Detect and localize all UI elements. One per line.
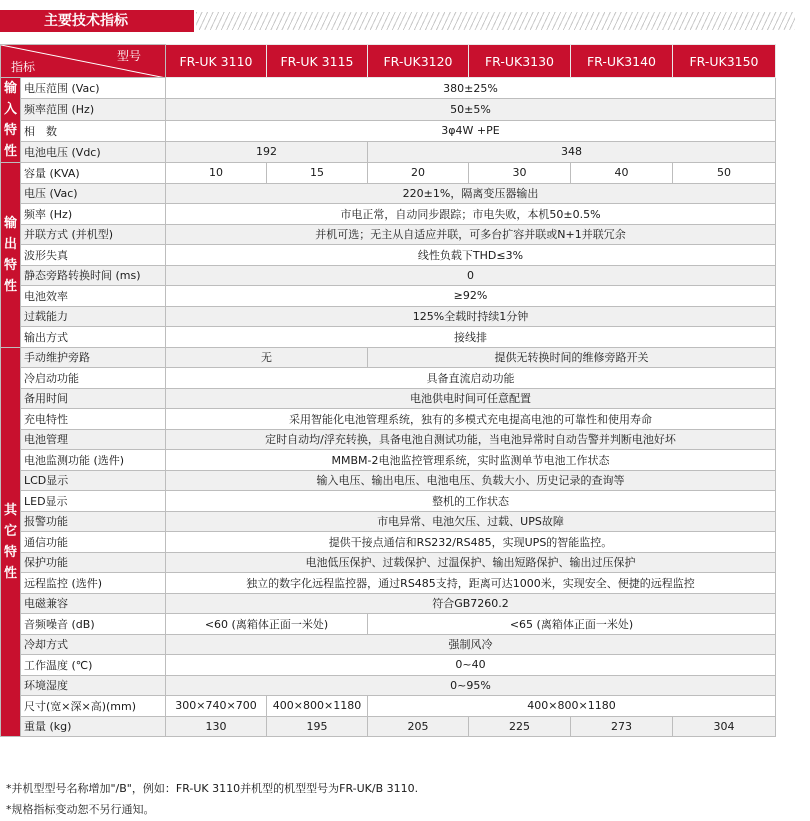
- table-row: [1, 163, 776, 184]
- table-row: [1, 141, 776, 162]
- section-title: 主要技术指标: [0, 10, 194, 32]
- row-label: 重量 (kg): [21, 716, 166, 737]
- row-value: 50: [673, 163, 776, 184]
- row-label: 并联方式 (并机型): [21, 224, 166, 245]
- table-row: [1, 368, 776, 389]
- table-row: [1, 491, 776, 512]
- group-label-input: 输 入 特 性: [1, 78, 21, 163]
- table-row: [1, 614, 776, 635]
- row-value: 3φ4W +PE: [166, 120, 776, 141]
- row-label: 电池电压 (Vdc): [21, 141, 166, 162]
- row-value: 192: [166, 141, 368, 162]
- row-value: 273: [571, 716, 673, 737]
- row-label: 报警功能: [21, 511, 166, 532]
- table-row: [1, 552, 776, 573]
- row-label: 环境湿度: [21, 675, 166, 696]
- row-label: 电池效率: [21, 286, 166, 307]
- row-value: 400×800×1180: [368, 696, 776, 717]
- row-label: 手动维护旁路: [21, 347, 166, 368]
- row-value: 具备直流启动功能: [166, 368, 776, 389]
- table-row: [1, 716, 776, 737]
- row-label: 容量 (KVA): [21, 163, 166, 184]
- table-row: [1, 532, 776, 553]
- row-value: 30: [469, 163, 571, 184]
- row-value: 220±1%，隔离变压器输出: [166, 183, 776, 204]
- row-value: 市电异常、电池欠压、过载、UPS故障: [166, 511, 776, 532]
- model-header-label: 型号: [116, 49, 141, 63]
- row-label: 工作温度 (℃): [21, 655, 166, 676]
- table-row: [1, 450, 776, 471]
- row-label: 电池管理: [21, 429, 166, 450]
- row-value: 40: [571, 163, 673, 184]
- row-label: 充电特性: [21, 409, 166, 430]
- model-column-header: FR-UK 3115: [267, 45, 368, 78]
- row-label: 电压范围 (Vac): [21, 78, 166, 99]
- row-label: 冷却方式: [21, 634, 166, 655]
- table-row: [1, 593, 776, 614]
- section-title-bar: [0, 10, 795, 32]
- row-value: 0~40: [166, 655, 776, 676]
- row-value: 225: [469, 716, 571, 737]
- row-value: 348: [368, 141, 776, 162]
- table-row: [1, 655, 776, 676]
- row-label: LCD显示: [21, 470, 166, 491]
- table-row: [1, 245, 776, 266]
- table-row: [1, 99, 776, 120]
- table-row: [1, 306, 776, 327]
- row-value: 无: [166, 347, 368, 368]
- row-value: 强制风冷: [166, 634, 776, 655]
- table-row: [1, 265, 776, 286]
- row-label: 电压 (Vac): [21, 183, 166, 204]
- table-row: [1, 204, 776, 225]
- row-label: 保护功能: [21, 552, 166, 573]
- row-value: 205: [368, 716, 469, 737]
- model-column-header: FR-UK3130: [469, 45, 571, 78]
- footnotes: [6, 778, 418, 820]
- group-label-other: 其 它 特 性: [1, 347, 21, 737]
- row-label: 尺寸(宽×深×高)(mm): [21, 696, 166, 717]
- row-label: 备用时间: [21, 388, 166, 409]
- footnote: *规格指标变动恕不另行通知。: [6, 803, 155, 816]
- row-value: 提供无转换时间的维修旁路开关: [368, 347, 776, 368]
- table-row: [1, 78, 776, 99]
- row-value: MMBM-2电池监控管理系统，实时监测单节电池工作状态: [166, 450, 776, 471]
- row-value: 130: [166, 716, 267, 737]
- table-corner-cell: [1, 45, 166, 78]
- row-value: 并机可选；无主从自适应并联，可多台扩容并联或N+1并联冗余: [166, 224, 776, 245]
- row-value: 独立的数字化远程监控器，通过RS485支持，距离可达1000米，实现安全、便捷的远程监控: [166, 573, 776, 594]
- row-label: LED显示: [21, 491, 166, 512]
- model-column-header: FR-UK3140: [571, 45, 673, 78]
- table-row: [1, 120, 776, 141]
- table-row: [1, 286, 776, 307]
- row-value: 125%全载时持续1分钟: [166, 306, 776, 327]
- row-value: 符合GB7260.2: [166, 593, 776, 614]
- table-row: [1, 347, 776, 368]
- row-value: 市电正常，自动同步跟踪；市电失败，本机50±0.5%: [166, 204, 776, 225]
- row-value: 接线排: [166, 327, 776, 348]
- group-label-output: 输 出 特 性: [1, 163, 21, 348]
- table-row: [1, 696, 776, 717]
- table-row: [1, 409, 776, 430]
- row-value: 提供干接点通信和RS232/RS485，实现UPS的智能监控。: [166, 532, 776, 553]
- row-label: 通信功能: [21, 532, 166, 553]
- table-row: [1, 388, 776, 409]
- row-value: 50±5%: [166, 99, 776, 120]
- row-value: 0: [166, 265, 776, 286]
- title-hatch-decoration: [196, 12, 795, 30]
- row-label: 频率范围 (Hz): [21, 99, 166, 120]
- table-header-row: [1, 45, 776, 78]
- row-label: 音频噪音 (dB): [21, 614, 166, 635]
- footnote: *并机型型号名称增加"/B"，例如：FR-UK 3110并机型的机型型号为FR-UK/B 3110.: [6, 782, 419, 795]
- row-value: ≥92%: [166, 286, 776, 307]
- table-row: [1, 511, 776, 532]
- spec-table: [0, 44, 776, 737]
- row-value: 电池供电时间可任意配置: [166, 388, 776, 409]
- model-column-header: FR-UK3150: [673, 45, 776, 78]
- row-label: 远程监控 (选件): [21, 573, 166, 594]
- row-value: 采用智能化电池管理系统，独有的多模式充电提高电池的可靠性和使用寿命: [166, 409, 776, 430]
- table-row: [1, 224, 776, 245]
- table-row: [1, 634, 776, 655]
- table-row: [1, 470, 776, 491]
- row-value: 300×740×700: [166, 696, 267, 717]
- row-label: 输出方式: [21, 327, 166, 348]
- row-label: 相 数: [21, 120, 166, 141]
- row-value: 定时自动均/浮充转换，具备电池自测试功能，当电池异常时自动告警并判断电池好坏: [166, 429, 776, 450]
- row-value: 380±25%: [166, 78, 776, 99]
- table-row: [1, 327, 776, 348]
- row-value: 电池低压保护、过载保护、过温保护、输出短路保护、输出过压保护: [166, 552, 776, 573]
- model-column-header: FR-UK 3110: [166, 45, 267, 78]
- table-row: [1, 675, 776, 696]
- row-value: 400×800×1180: [267, 696, 368, 717]
- row-value: <60 (离箱体正面一米处): [166, 614, 368, 635]
- row-value: 195: [267, 716, 368, 737]
- row-label: 电池监测功能 (选件): [21, 450, 166, 471]
- row-value: 15: [267, 163, 368, 184]
- row-label: 静态旁路转换时间 (ms): [21, 265, 166, 286]
- row-label: 波形失真: [21, 245, 166, 266]
- row-label: 频率 (Hz): [21, 204, 166, 225]
- row-value: 线性负载下THD≤3%: [166, 245, 776, 266]
- row-label: 过载能力: [21, 306, 166, 327]
- row-value: 304: [673, 716, 776, 737]
- row-value: 0~95%: [166, 675, 776, 696]
- row-label: 电磁兼容: [21, 593, 166, 614]
- row-value: 输入电压、输出电压、电池电压、负载大小、历史记录的查询等: [166, 470, 776, 491]
- row-value: 20: [368, 163, 469, 184]
- index-header-label: 指标: [11, 60, 36, 74]
- row-label: 冷启动功能: [21, 368, 166, 389]
- table-row: [1, 183, 776, 204]
- table-row: [1, 429, 776, 450]
- row-value: 整机的工作状态: [166, 491, 776, 512]
- table-row: [1, 573, 776, 594]
- row-value: 10: [166, 163, 267, 184]
- model-column-header: FR-UK3120: [368, 45, 469, 78]
- row-value: <65 (离箱体正面一米处): [368, 614, 776, 635]
